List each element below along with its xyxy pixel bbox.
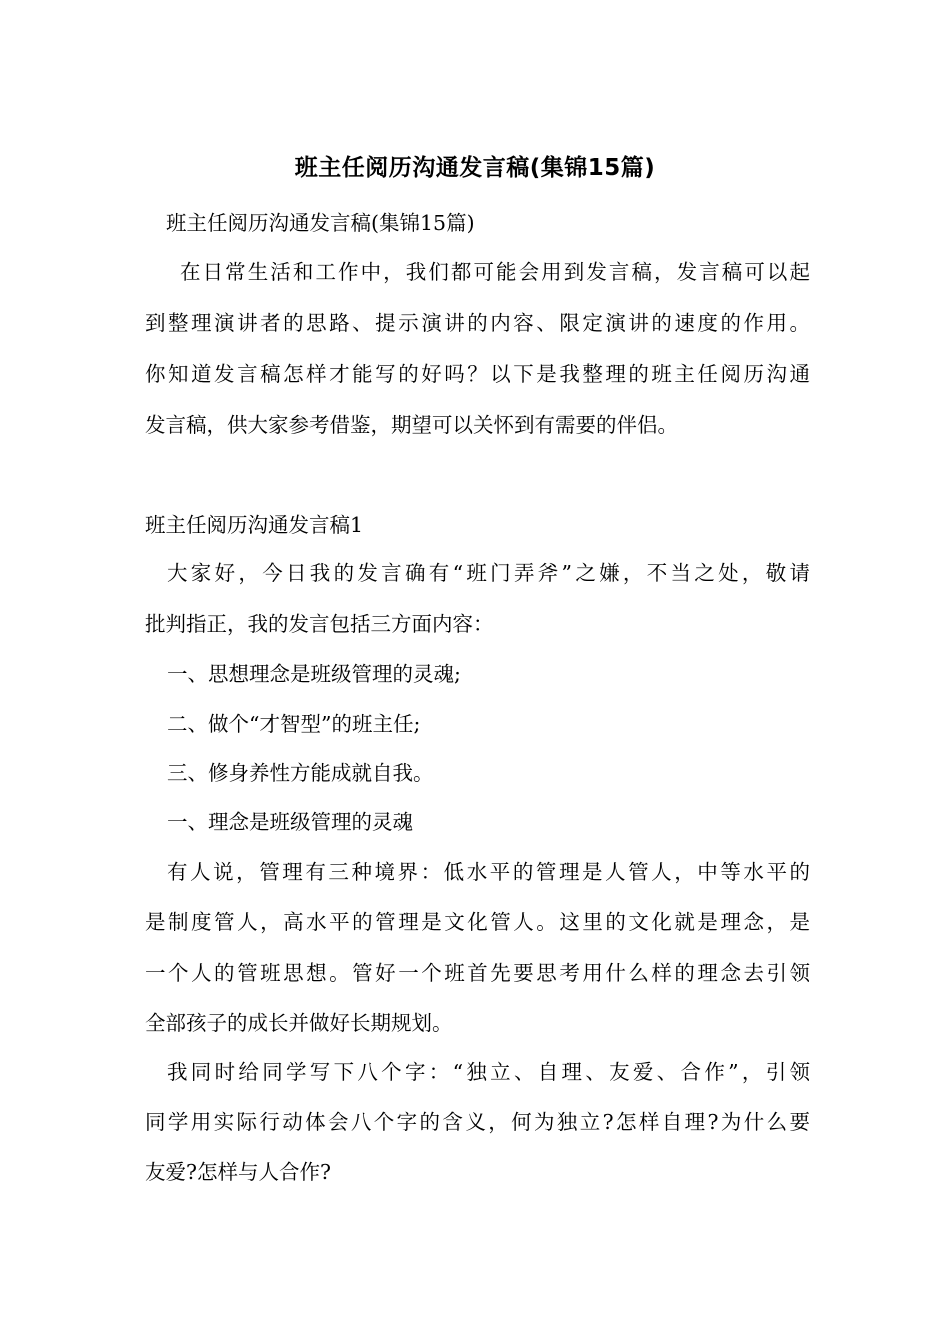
para3-line-1: 我同时给同学写下八个字：“独立、自理、友爱、合作”，引领 bbox=[167, 1060, 810, 1084]
list-item: 三、修身养性方能成就自我。 bbox=[167, 761, 434, 785]
para2-line-2: 是制度管人，高水平的管理是文化管人。这里的文化就是理念，是 bbox=[145, 910, 810, 934]
document-title: 班主任阅历沟通发言稿(集锦15篇) bbox=[294, 155, 656, 181]
intro-line-1: 在日常生活和工作中，我们都可能会用到发言稿，发言稿可以起 bbox=[180, 260, 810, 284]
subheading: 一、理念是班级管理的灵魂 bbox=[167, 810, 413, 834]
para3-line-2: 同学用实际行动体会八个字的含义，何为独立?怎样自理?为什么要 bbox=[145, 1110, 810, 1134]
para1-line-1: 大家好，今日我的发言确有“班门弄斧”之嫌，不当之处，敬请 bbox=[167, 561, 810, 585]
document-subtitle: 班主任阅历沟通发言稿(集锦15篇) bbox=[166, 211, 475, 235]
para2-line-3: 一个人的管班思想。管好一个班首先要思考用什么样的理念去引领 bbox=[145, 961, 810, 985]
para2-line-4: 全部孩子的成长并做好长期规划。 bbox=[145, 1011, 453, 1035]
intro-line-3: 你知道发言稿怎样才能写的好吗？以下是我整理的班主任阅历沟通 bbox=[145, 362, 810, 386]
list-item: 一、思想理念是班级管理的灵魂; bbox=[167, 662, 461, 686]
list-item: 二、做个“才智型”的班主任; bbox=[167, 712, 421, 736]
para2-line-1: 有人说，管理有三种境界：低水平的管理是人管人，中等水平的 bbox=[167, 860, 810, 884]
para3-line-3: 友爱?怎样与人合作? bbox=[145, 1160, 331, 1184]
intro-line-2: 到整理演讲者的思路、提示演讲的内容、限定演讲的速度的作用。 bbox=[145, 311, 810, 335]
section-heading: 班主任阅历沟通发言稿1 bbox=[145, 513, 364, 537]
para1-line-2: 批判指正，我的发言包括三方面内容： bbox=[145, 612, 494, 636]
intro-line-4: 发言稿，供大家参考借鉴，期望可以关怀到有需要的伴侣。 bbox=[145, 413, 678, 437]
